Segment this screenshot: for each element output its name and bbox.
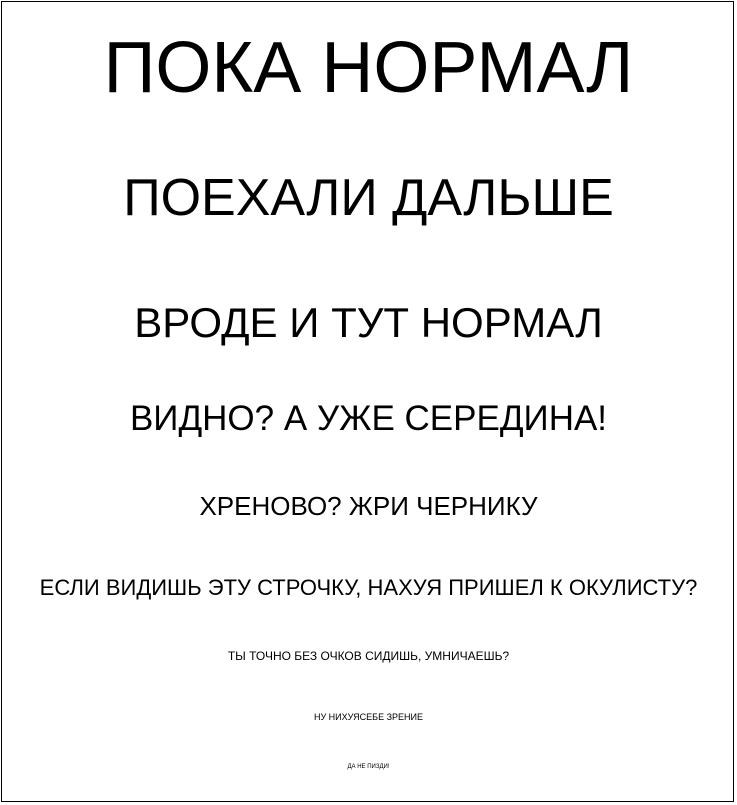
chart-line-7: ТЫ ТОЧНО БЕЗ ОЧКОВ СИДИШЬ, УМНИЧАЕШЬ? — [227, 649, 510, 663]
chart-line-2: ПОЕХАЛИ ДАЛЬШЕ — [123, 169, 614, 227]
chart-line-1: ПОКА НОРМАЛ — [103, 28, 634, 108]
chart-line-8: НУ НИХУЯСЕБЕ ЗРЕНИЕ — [313, 712, 424, 722]
chart-line-4: ВИДНО? А УЖЕ СЕРЕДИНА! — [129, 399, 608, 438]
chart-line-9: ДА НЕ ПИЗДИ! — [347, 764, 390, 770]
chart-line-3: ВРОДЕ И ТУТ НОРМАЛ — [134, 299, 603, 346]
chart-line-5: ХРЕНОВО? ЖРИ ЧЕРНИКУ — [199, 491, 538, 521]
chart-line-6: ЕСЛИ ВИДИШЬ ЭТУ СТРОЧКУ, НАХУЯ ПРИШЕЛ К ОКУЛИСТУ? — [39, 575, 698, 600]
eye-chart-page — [1, 1, 734, 802]
